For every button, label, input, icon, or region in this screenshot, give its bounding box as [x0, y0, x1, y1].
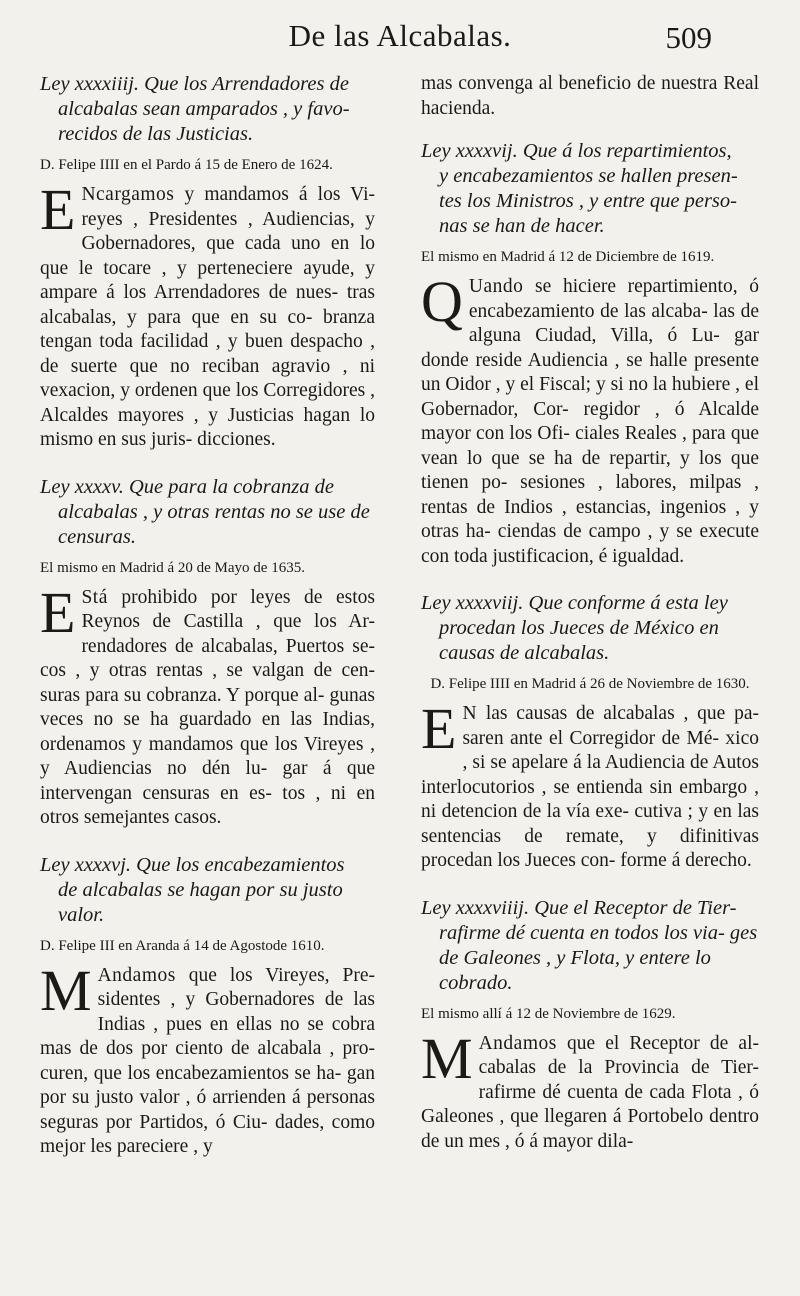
drop-cap: E	[40, 177, 76, 242]
law-title-main: Ley xxxxvj. Que los encabezamientos	[40, 853, 345, 876]
law-text: se hiciere repartimiento, ó encabezamiento de las alcaba- las de alguna Ciudad, Villa, ó Lu- gar donde reside Audiencia , se halle presente un Oidor , y el Fiscal; y si no la hubiere , el Gobernador, Cor- regidor , ó Alcalde mayor con los Ofi- ciales Reales , para que vean lo que se ha de repartir, y los que tienen po- sesiones , labores, milpas , rentas de Indios , estancias, ingenios , y otras ha- ciendas de campo , y se execute con toda justificacion, é igualdad.	[421, 276, 759, 567]
law-body	[421, 696, 759, 874]
decree-line: El mismo en Madrid á 12 de Diciembre de 1619.	[421, 249, 715, 265]
right-column	[421, 72, 759, 1176]
decree-line: D. Felipe III en Aranda á 14 de Agostode 1610.	[40, 937, 325, 954]
law-body	[40, 957, 375, 1160]
law-44	[40, 72, 375, 453]
law-title-main: Ley xxxxviij. Que conforme á esta ley	[421, 592, 728, 614]
law-45	[40, 475, 375, 831]
law-body	[40, 579, 375, 831]
decree-line: D. Felipe IIII en Madrid á 26 de Noviembre de 1630.	[430, 676, 750, 692]
law-text: que el Receptor de al- cabalas de la Provincia de Tier- rafirme dé cuenta de cada Flota , ó Galeones , que llegaren á Portobelo dentro de un mes , ó á mayor dila-	[421, 1032, 759, 1152]
law-title-cont: y encabezamientos se hallen presen- tes los Ministros , y entre que perso- nas se han de hacer.	[439, 165, 738, 237]
drop-cap: E	[421, 696, 457, 761]
law-title	[40, 72, 375, 147]
running-title: De las Alcabalas.	[288, 18, 512, 53]
law-title-cont: alcabalas sean amparados , y favo- recidos de las Justicias.	[58, 98, 350, 145]
first-word: Andamos	[478, 1032, 557, 1054]
drop-cap: Q	[421, 269, 463, 334]
left-column	[40, 72, 375, 1182]
law-body	[40, 177, 375, 453]
law-title-main: Ley xxxxviiij. Que el Receptor de Tier-	[421, 896, 737, 919]
law-title	[40, 475, 375, 550]
law-title	[421, 591, 759, 666]
first-word: Uando	[468, 276, 524, 297]
first-word: N	[462, 703, 478, 724]
law-title-cont: de alcabalas se hagan por su justo valor.	[58, 878, 343, 926]
law-title	[40, 853, 375, 928]
decree-line: D. Felipe IIII en el Pardo á 15 de Enero de 1624.	[40, 157, 333, 173]
law-text: que los Vireyes, Pre- sidentes , y Gobernadores de las Indias , pues en ellas no se cobra mas de dos por ciento de alcabala , pro- curen, que los encabezamientos se ha- gan por su justo valor , ó arrienden á personas seguras por Partidos, ó Ciu- dades, como mejor les pareciere , y	[40, 964, 375, 1157]
law-49	[421, 896, 759, 1155]
first-word: Andamos	[97, 964, 176, 986]
law-title	[421, 139, 759, 239]
law-title-main: Ley xxxxvij. Que á los repartimientos,	[421, 140, 732, 162]
law-title-main: Ley xxxxiiij. Que los Arrendadores de	[40, 73, 349, 95]
drop-cap: M	[40, 957, 92, 1023]
law-text: prohibido por leyes de estos Reynos de Castilla , que los Ar- rendadores de alcabalas, Puertos se- cos , y otras rentas , se valgan de cen- suras para su cobranza. Y porque al- gunas veces no se ha guardado en las Indias, ordenamos y mandamos que los Vireyes , y Audiencias no dén lu- gar á que intervengan censuras en es- tos , ni en otros semejantes casos.	[40, 586, 375, 828]
law-title-cont: procedan los Jueces de México en causas de alcabalas.	[439, 617, 719, 664]
drop-cap: E	[40, 579, 76, 645]
page-header	[0, 8, 800, 68]
decree-line: El mismo allí á 12 de Noviembre de 1629.	[421, 1005, 676, 1022]
first-word: Stá	[81, 586, 108, 608]
law-title-cont: rafirme dé cuenta en todos los via- ges de Galeones , y Flota, y entere lo cobrado.	[439, 921, 758, 994]
decree-line: El mismo en Madrid á 20 de Mayo de 1635.	[40, 559, 305, 576]
law-text: y mandamos á los Vi- reyes , Presidentes , Audiencias, y Gobernadores, que cada uno en lo que le tocare , y perteneciere ayude, y ampare á los Arrendadores de nues- tras alcabalas, y para que en su co- branza tengan toda facilidad , y buen despacho , de suerte que no reciban agravio , ni vexacion, y ordenen que los Corregidores , Alcaldes mayores , y Justicias hagan lo mismo en sus juris- dicciones.	[40, 184, 375, 450]
page-number: 509	[665, 20, 712, 55]
law-title-main: Ley xxxxv. Que para la cobranza de	[40, 475, 334, 498]
drop-cap: M	[421, 1025, 473, 1091]
continued-text: mas convenga al beneficio de nuestra Real hacienda.	[421, 73, 759, 119]
law-47	[421, 139, 759, 569]
law-title-cont: alcabalas , y otras rentas no se use de censuras.	[58, 500, 370, 548]
law-title	[421, 896, 759, 996]
law-body	[421, 1025, 759, 1155]
law-48	[421, 591, 759, 874]
law-body	[421, 269, 759, 569]
first-word: Ncargamos	[81, 184, 175, 205]
law-46	[40, 853, 375, 1160]
continuation-block	[421, 72, 759, 121]
law-text: las causas de alcabalas , que pa- saren ante el Corregidor de Mé- xico , si se apelare á la Audiencia de Autos interlocutorios , se entienda sin embargo , ni detencion de la vía exe- cutiva ; y en las sentencias de remate, y difinitivas procedan los Jueces con- forme á derecho.	[421, 703, 759, 871]
